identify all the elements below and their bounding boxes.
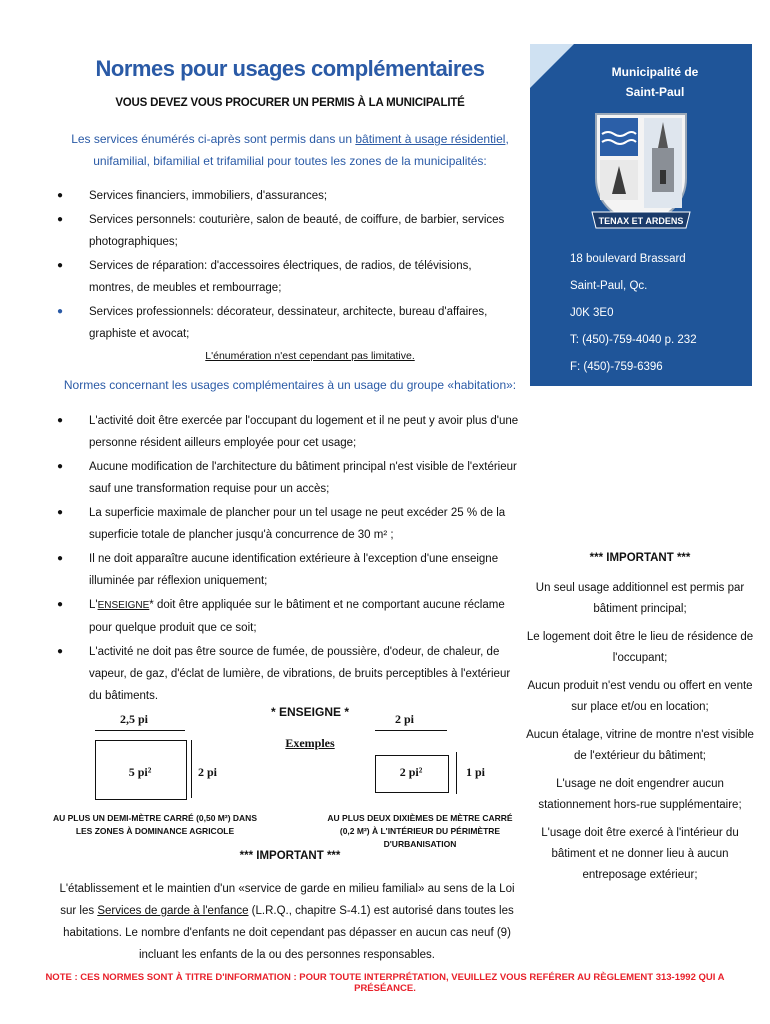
services-list (55, 185, 515, 347)
list-item-text: L'activité ne doit pas être source de fumée, de poussière, d'odeur, de chaleur, de vapeur, de gaz, d'éclat de lumière, de vibrations, de bruits perceptibles à l'extérieur du bâtiments. (89, 646, 511, 702)
list-item (55, 502, 525, 546)
city-line: Saint-Paul, Qc. (570, 280, 648, 292)
right-sign-area: 2 pi² (399, 765, 423, 779)
left-sign-height: 2 pi (198, 765, 218, 779)
fax-number: F: (450)-759-6396 (570, 361, 663, 373)
postal-code: J0K 3E0 (570, 307, 614, 319)
left-sign-caption: AU PLUS UN DEMI-MÈTRE CARRÉ (0,50 M²) DANS LES ZONES À DOMINANCE AGRICOLE (52, 813, 257, 836)
enseigne-rule-after: * doit être appliquée sur le bâtiment et ne comportant aucune réclame pour quelque produit que ce soit; (89, 599, 505, 634)
list-item-text: La superficie maximale de plancher pour un tel usage ne peut excéder 25 % de la superficie totale de plancher jusqu'à concurrence de 30 m² ; (89, 507, 506, 541)
address-line: 18 boulevard Brassard (570, 253, 686, 265)
list-item (55, 548, 525, 592)
daycare-law-link: Services de garde à l'enfance (97, 905, 249, 917)
bullet-icon: ● (57, 260, 64, 271)
enseigne-rule-before: L' (89, 599, 98, 611)
important-right-list (520, 578, 760, 893)
list-item: Aucun étalage, vitrine de montre n'est visible de l'extérieur du bâtiment; (526, 729, 754, 762)
norms-list (55, 410, 525, 709)
bullet-icon: ● (57, 214, 64, 225)
list-item (55, 410, 525, 454)
left-sign-width: 2,5 pi (120, 712, 149, 726)
municipality-line1: Municipalité de (611, 65, 699, 79)
bullet-icon: ● (57, 553, 64, 564)
right-width-line (375, 730, 447, 731)
page-subtitle: VOUS DEVEZ VOUS PROCURER UN PERMIS À LA MUNICIPALITÉ (115, 97, 465, 109)
list-item: Le logement doit être le lieu de résidence de l'occupant; (526, 631, 754, 664)
municipality-name (560, 62, 750, 102)
daycare-before: L'établissement et le maintien d'un «service de garde en milieu familial» au sens de la Loi sur les (59, 883, 515, 917)
list-item (55, 594, 525, 639)
left-height-arrow (191, 740, 192, 798)
intro-text (60, 128, 520, 172)
bullet-icon: ● (57, 646, 64, 657)
list-item: L'usage doit être exercé à l'intérieur du bâtiment et ne donner lieu à aucun entreposage extérieur; (541, 827, 739, 881)
bullet-icon: ● (57, 306, 64, 317)
list-item (55, 641, 525, 707)
crest-motto: TENAX ET ARDENS (598, 216, 684, 226)
phone-number: T: (450)-759-4040 p. 232 (570, 334, 697, 346)
intro-underlined: bâtiment à usage résidentiel (355, 132, 506, 146)
coat-of-arms-icon (588, 108, 694, 240)
list-item (55, 456, 525, 500)
municipality-line2: Saint-Paul (625, 85, 685, 99)
contact-info (570, 246, 750, 381)
right-height-arrow (456, 752, 457, 794)
bullet-icon: ● (57, 415, 64, 426)
list-item-text (89, 599, 505, 634)
intro-after: , unifamilial, bifamilial et trifamilial pour toutes les zones de la municipalités: (93, 132, 509, 168)
bullet-icon: ● (57, 190, 64, 201)
list-item: L'usage ne doit engendrer aucun stationnement hors-rue supplémentaire; (538, 778, 742, 811)
important-bottom-title: *** IMPORTANT *** (239, 850, 341, 862)
list-item (55, 255, 515, 299)
enseigne-diagrams (50, 700, 530, 850)
enumeration-note: L'énumération n'est cependant pas limitative. (205, 350, 415, 362)
daycare-paragraph (52, 878, 522, 966)
list-item-text: Services professionnels: décorateur, dessinateur, architecte, bureau d'affaires, graphiste et avocat; (89, 306, 488, 340)
list-item (55, 209, 515, 253)
list-item-text: L'activité doit être exercée par l'occupant du logement et il ne peut y avoir plus d'une personne résident ailleurs employée pour cet usage; (89, 415, 519, 449)
intro-before: Les services énumérés ci-après sont permis dans un (71, 132, 356, 146)
list-item-text: Services financiers, immobiliers, d'assurances; (89, 190, 328, 202)
right-sign-caption: AU PLUS DEUX DIXIÈMES DE MÈTRE CARRÉ (0,2 M²) À L'INTÉRIEUR DU PÉRIMÈTRE D'URBANISATION (327, 813, 513, 849)
left-width-line (95, 730, 185, 731)
left-sign-area: 5 pi² (128, 765, 152, 779)
right-sign-width: 2 pi (395, 712, 415, 726)
examples-label: Exemples (285, 736, 335, 750)
enseigne-title: * ENSEIGNE * (270, 705, 350, 719)
norms-heading: Normes concernant les usages complémentaires à un usage du groupe «habitation»: (63, 378, 517, 392)
daycare-after: (L.R.Q., chapitre S-4.1) est autorisé dans toutes les habitations. Le nombre d'enfants ne doit cependant pas dépasser en aucun cas neuf (9) incluant les enfants de la ou des personnes responsables. (63, 905, 514, 961)
list-item-text: Aucune modification de l'architecture du bâtiment principal n'est visible de l'extérieur sauf une transformation requise pour un accès; (89, 461, 517, 495)
enseigne-rule-underlined: ENSEIGNE (97, 600, 150, 611)
list-item-text: Services personnels: couturière, salon de beauté, de coiffure, de barbier, services photographiques; (89, 214, 505, 248)
list-item (55, 301, 515, 345)
list-item: Un seul usage additionnel est permis par bâtiment principal; (535, 582, 745, 615)
bullet-icon: ● (57, 599, 64, 610)
bullet-icon: ● (57, 507, 64, 518)
right-sign-height: 1 pi (466, 765, 486, 779)
important-right-title: *** IMPORTANT *** (589, 552, 691, 564)
footer-note: NOTE : CES NORMES SONT À TITRE D'INFORMATION : POUR TOUTE INTERPRÉTATION, VEUILLEZ VOUS REFÉRER AU RÈGLEMENT 313-1992 QUI A PRÉSÉANCE. (45, 972, 725, 994)
list-item-text: Il ne doit apparaître aucune identification extérieure à l'exception d'une enseigne illuminée par réflexion uniquement; (89, 553, 499, 587)
page-title: Normes pour usages complémentaires (95, 56, 485, 81)
list-item: Aucun produit n'est vendu ou offert en vente sur place et/ou en location; (527, 680, 753, 713)
list-item (55, 185, 515, 207)
bullet-icon: ● (57, 461, 64, 472)
list-item-text: Services de réparation: d'accessoires électriques, de radios, de télévisions, montres, de meubles et rembourrage; (89, 260, 472, 294)
